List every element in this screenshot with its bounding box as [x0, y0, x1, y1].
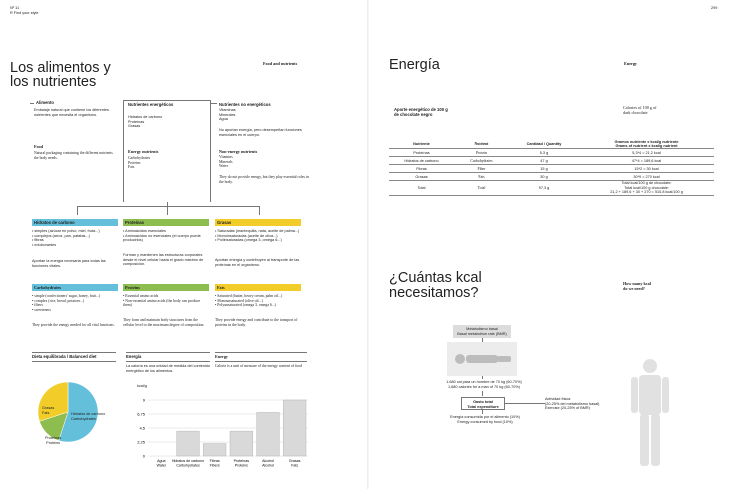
y-tick-label: 9 [142, 397, 145, 403]
connector [482, 391, 483, 396]
x-tick-label: Grasas [288, 459, 301, 463]
connector [77, 206, 78, 215]
energy-label-en: Energy [215, 354, 229, 359]
metabolismo-box: Metabolismo basal Basal metabolism rate (BMR) [453, 325, 511, 338]
energy-table [389, 140, 714, 196]
right-page [369, 0, 737, 489]
proteinas-text: Forman y mantienen las estructuras corporales desde el nivel celular hasta el grado máximo de composición. [123, 253, 204, 267]
energia-label: Energía [126, 354, 142, 359]
energia-text: La caloría es una unidad de medida del contenido energético de los alimentos. [126, 364, 211, 373]
divider [32, 361, 116, 362]
no-energeticos-text-en: They do not provide energy, but they play essential roles in the body. [219, 175, 309, 184]
page-title-line1: Los alimentos y [10, 60, 111, 76]
x-tick-label: Hidratos de carbono [171, 459, 205, 463]
table-cell: 47 g [509, 157, 579, 165]
page-title-en: Food and nutrients [263, 61, 298, 66]
energeticos-label: Nutrientes energéticos [128, 102, 174, 107]
x-tick-label: Alcohol [262, 459, 274, 463]
energia-title: Energía [389, 57, 440, 73]
chapter-subtitle: R Find your style [10, 11, 39, 15]
hidratos-items: • simples (azúcar en polvo, miel, fruta...) • complejos (arroz, pan, patatas...) • fibras • edulcorantes [32, 229, 100, 247]
energia-title-en: Energy [624, 61, 638, 66]
table-cell: 30 g [509, 173, 579, 181]
divider [126, 361, 210, 362]
alimento-text: Embalaje natural que contiene los diferentes nutrientes que necesita el organismo. [34, 108, 109, 117]
table-cell: Fats [454, 173, 509, 181]
pie-label-grasas: Grasas Fats [42, 406, 55, 415]
hidratos-text: Aportan la energía necesaria para todas las funciones vitales. [32, 259, 106, 268]
grasas-items: • Saturadas (mantequilla, nata, aceite de palma...) • Monoinsaturadas (aceite de oliva...) • Poliinsaturadas (omega 3, omega 6...) [215, 229, 300, 243]
actividad-text: Actividad física (20-25% del metabolismo basal) Exercise (20-25% of BMR) [545, 397, 600, 411]
grasas-text-en: They provide energy and contribute to the transport of proteins in the body. [215, 318, 298, 327]
table-cell: 15 g [509, 165, 579, 173]
y-tick-label: 4,5 [139, 425, 145, 431]
alimento-label-en: Food [34, 144, 44, 149]
alimento-text-en: Natural packaging containing the different nutrients the body needs. [34, 151, 113, 160]
x-tick-label: Fibras [209, 459, 220, 463]
bar [230, 431, 253, 456]
energeticos-items: Hidratos de carbono Proteínas Grasas [128, 115, 163, 129]
table-cell: Total [454, 181, 509, 196]
x-tick-label: Fibers [209, 463, 220, 468]
proteinas-tag-en: Proteins [123, 284, 209, 291]
y-tick-label: 0 [142, 453, 145, 459]
bar [203, 444, 226, 456]
page-number: 299 [711, 6, 718, 10]
energeticos-label-en: Energy nutrients [128, 149, 159, 154]
hidratos-items-en: • simple (confectioners' sugar, honey, fruit...) • complex (rice, bread, potatoes...) • fibers • sweeteners [32, 294, 101, 312]
connector [211, 103, 217, 104]
cuantas-title-line1: ¿Cuántas kcal [389, 270, 482, 286]
grasas-tag: Grasas [215, 219, 301, 226]
page-title-line2: los nutrientes [10, 74, 97, 90]
connector [259, 206, 260, 215]
gasto-box: Gasto total Total expenditure [461, 397, 505, 410]
divider [215, 361, 307, 362]
cuantas-title-en: How many kcal do we need? [623, 281, 651, 291]
no-energeticos-items: Vitaminas Minerales Agua [219, 108, 236, 122]
table-row [389, 165, 714, 173]
hidratos-tag-en: Carbohydrates [32, 284, 118, 291]
no-energeticos-label: Nutrientes no energéticos [219, 102, 271, 107]
table-cell: 5,3 g [509, 149, 579, 157]
aporte-label: Aporte energético de 100 g de chocolate negro [394, 107, 448, 117]
table-cell: Fibras [389, 165, 454, 173]
proteinas-items: • Aminoácidos esenciales • Aminoácidos no esenciales (el cuerpo puede producirlos) [123, 229, 201, 243]
energy-bar-chart [120, 388, 310, 486]
grasas-text: Aportan energía y contribuyen al transporte de las proteínas en el organismo. [215, 258, 300, 267]
lying-person-icon [447, 342, 517, 376]
x-tick-label: Fats [291, 463, 299, 468]
y-tick-label: 2,25 [137, 439, 145, 445]
connector [505, 403, 545, 404]
connector [77, 206, 259, 207]
dieta-title: Dieta equilibrada / Balanced diet [32, 354, 97, 359]
table-cell: Grasas [389, 173, 454, 181]
alimento-label: Alimento [36, 100, 54, 105]
x-tick-label: Proteins [234, 463, 248, 468]
table-cell: Hidratos de carbono [389, 157, 454, 165]
table-header: Gramos nutriente x kcal/g nutriente Grams of nutrient x kcal/g nutrient [579, 140, 714, 149]
divider [32, 352, 116, 353]
bar [177, 431, 200, 456]
connector [482, 410, 483, 414]
aporte-label-en: Calories of 100 g of dark chocolate [623, 105, 657, 115]
table-row [389, 181, 714, 196]
x-tick-label: Alcohol [262, 463, 274, 468]
grasas-items-en: • Saturated (butter, heavy cream, palm oil...) • Monounsaturated (olive oil...) • Polyunsaturated (omega 3, omega 6...) [215, 294, 283, 308]
x-tick-label: Water [156, 463, 167, 468]
proteinas-text-en: They form and maintain body structures from the cellular level to the maximum degree of composition. [123, 318, 205, 327]
energeticos-items-en: Carbohydrates Proteins Fats [128, 156, 151, 170]
table-cell: Total kcal/100 g de chocolate: Total kcal/100 g chocolate: 21,2 + 189,6 + 30 + 270 = 510,8 kcal/100 g [579, 181, 714, 196]
divider [215, 352, 307, 353]
table-header: Cantidad / Quantity [509, 140, 579, 149]
table-cell: 5,3*4 = 21,2 kcal [579, 149, 714, 157]
table-cell: Proteínas [389, 149, 454, 157]
no-energeticos-label-en: Non-energy nutrients [219, 149, 258, 154]
table-header: Nutriente [389, 140, 454, 149]
table-cell: 47*4 = 189,6 kcal [579, 157, 714, 165]
chart-ylabel: kcal/g [137, 384, 147, 388]
table-row [389, 157, 714, 165]
connector [167, 206, 168, 215]
pie-label-hidratos: Hidratos de carbono Carbohydrates [71, 412, 106, 421]
grasas-tag-en: Fats [215, 284, 301, 291]
x-tick-label: Carbohydrates [176, 463, 200, 468]
cuantas-title-line2: necesitamos? [389, 285, 479, 301]
table-cell: 15*2 = 30 kcal [579, 165, 714, 173]
no-energeticos-text: No aportan energía, pero desempeñan funciones esenciales en el cuerpo. [219, 128, 302, 137]
table-header: Nutrient [454, 140, 509, 149]
bar [257, 412, 280, 456]
no-energeticos-items-en: Vitamins Minerals Water [219, 155, 233, 169]
left-page [0, 0, 368, 489]
standing-person-icon [627, 358, 673, 468]
divider [126, 352, 210, 353]
table-cell: Fiber [454, 165, 509, 173]
x-tick-label: Agua [157, 459, 166, 463]
hidratos-tag: Hidratos de carbono [32, 219, 118, 226]
y-tick-label: 6,75 [137, 411, 145, 417]
connector [482, 376, 483, 379]
bar [283, 400, 306, 456]
table-cell: Protein [454, 149, 509, 157]
table-cell: 97,3 g [509, 181, 579, 196]
table-cell: 30*9 = 270 kcal [579, 173, 714, 181]
x-tick-label: Proteínas [233, 459, 250, 463]
pie-label-proteinas: Proteínas Proteins [45, 436, 62, 445]
table-row [389, 149, 714, 157]
table-cell: Carbohydrates [454, 157, 509, 165]
proteinas-items-en: • Essential amino acids • Non-essential amino acids (the body can produce them) [123, 294, 201, 308]
energy-text-en: Calorie is a unit of measure of the energy content of food [215, 364, 302, 368]
hidratos-text-en: They provide the energy needed for all vital functions. [32, 323, 115, 327]
table-cell: Total [389, 181, 454, 196]
chapter-number: Nº 11 [10, 6, 20, 10]
energia-consumida-text: Energía consumida por el alimento (10%) Energy consumed by food (10%) [450, 415, 520, 424]
cal-text: 1.680 cal para un hombre de 70 kg (60-70%) 1,680 calories for a man of 70 kg (60-70%) [446, 380, 522, 389]
proteinas-tag: Proteínas [123, 219, 209, 226]
table-row [389, 173, 714, 181]
